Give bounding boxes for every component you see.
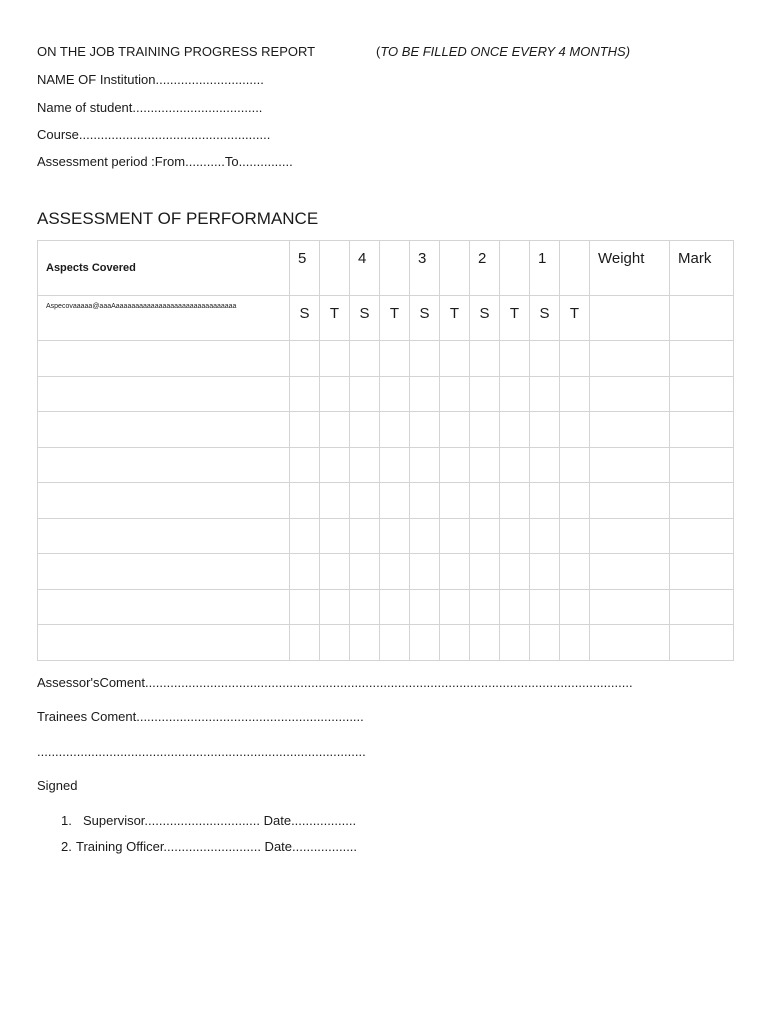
table-cell[interactable] [670,412,734,448]
st-label: S [530,296,560,341]
table-cell[interactable] [470,412,500,448]
student-name-field: Name of student.................................... [37,100,263,115]
table-cell[interactable] [410,412,440,448]
table-cell[interactable] [290,341,320,377]
table-cell[interactable] [350,447,380,483]
table-cell[interactable] [670,483,734,519]
table-cell[interactable] [530,447,560,483]
score-4-spacer [380,241,410,296]
st-label: T [560,296,590,341]
score-1-spacer [560,241,590,296]
table-cell[interactable] [350,518,380,554]
table-cell[interactable] [470,625,500,661]
table-cell[interactable] [38,483,290,519]
course-field: Course..................................................... [37,127,271,142]
table-cell[interactable] [320,341,350,377]
table-row [38,483,734,519]
table-cell[interactable] [500,483,530,519]
table-cell[interactable] [350,589,380,625]
assessment-table [37,240,734,661]
table-cell[interactable] [320,589,350,625]
table-cell[interactable] [560,518,590,554]
table-cell[interactable] [530,554,560,590]
table-cell[interactable] [590,589,670,625]
table-cell[interactable] [670,447,734,483]
table-header-row [38,241,734,296]
table-cell[interactable] [410,341,440,377]
table-cell[interactable] [320,554,350,590]
score-5-header: 5 [290,241,320,296]
table-cell[interactable] [500,589,530,625]
signature-item-training-officer [61,839,357,854]
table-cell[interactable] [530,625,560,661]
table-cell[interactable] [410,625,440,661]
table-cell[interactable] [590,554,670,590]
table-cell[interactable] [500,412,530,448]
comment-continuation-line: ........................................................................................... [37,744,366,759]
table-cell[interactable] [380,518,410,554]
table-cell[interactable] [440,376,470,412]
score-3-header: 3 [410,241,440,296]
table-row [38,447,734,483]
st-label: S [350,296,380,341]
st-label: T [500,296,530,341]
table-cell[interactable] [500,341,530,377]
trainees-comment-field: Trainees Coment............................................................... [37,709,364,724]
table-cell[interactable] [560,589,590,625]
table-cell[interactable] [560,483,590,519]
table-cell[interactable] [470,341,500,377]
table-cell[interactable] [530,518,560,554]
table-cell[interactable] [410,518,440,554]
table-row [38,554,734,590]
signed-label: Signed [37,778,78,793]
training-officer-signature-line: Training Officer........................... Date.................. [76,839,358,854]
table-cell[interactable] [38,412,290,448]
list-number: 1. [61,813,72,828]
table-cell[interactable] [290,483,320,519]
table-cell[interactable] [530,412,560,448]
table-row [38,341,734,377]
st-label: T [320,296,350,341]
note-italic: TO BE FILLED ONCE EVERY 4 MONTHS) [380,44,631,59]
table-cell[interactable] [38,625,290,661]
table-cell[interactable] [290,412,320,448]
table-cell[interactable] [320,447,350,483]
table-cell[interactable] [440,412,470,448]
table-cell[interactable] [440,625,470,661]
table-cell[interactable] [320,376,350,412]
table-cell[interactable] [530,483,560,519]
table-cell[interactable] [560,376,590,412]
table-cell[interactable] [290,447,320,483]
table-cell[interactable] [670,589,734,625]
supervisor-signature-line: Supervisor................................ Date.................. [83,813,357,828]
table-cell[interactable] [380,376,410,412]
section-title: ASSESSMENT OF PERFORMANCE [37,209,319,228]
table-row [38,589,734,625]
table-row [38,376,734,412]
table-cell[interactable] [470,589,500,625]
table-cell[interactable] [38,589,290,625]
table-cell[interactable] [470,447,500,483]
table-cell[interactable] [380,625,410,661]
table-row [38,518,734,554]
table-cell[interactable] [530,341,560,377]
table-cell[interactable] [38,554,290,590]
table-cell[interactable] [290,554,320,590]
table-cell[interactable] [38,447,290,483]
table-cell[interactable] [320,625,350,661]
score-3-spacer [440,241,470,296]
table-cell[interactable] [290,376,320,412]
table-subheader-row [38,296,734,341]
score-5-spacer [320,241,350,296]
score-4-header: 4 [350,241,380,296]
table-cell[interactable] [350,376,380,412]
table-cell[interactable] [410,447,440,483]
table-cell[interactable] [380,483,410,519]
st-label: T [440,296,470,341]
table-cell[interactable] [500,447,530,483]
table-cell[interactable] [590,447,670,483]
table-cell[interactable] [320,518,350,554]
table-cell[interactable] [530,589,560,625]
aspects-covered-header: Aspects Covered [38,241,290,296]
table-cell[interactable] [560,554,590,590]
fill-frequency-note [376,44,630,59]
table-cell[interactable] [470,376,500,412]
score-2-header: 2 [470,241,500,296]
table-cell[interactable] [290,589,320,625]
table-cell[interactable] [440,483,470,519]
assessor-comment-field: Assessor'sComent....................................................................................................................................... [37,675,633,690]
table-cell[interactable] [350,341,380,377]
table-cell[interactable] [670,554,734,590]
mark-header: Mark [670,241,734,296]
table-cell[interactable] [590,412,670,448]
assessment-period-field: Assessment period :From...........To............... [37,154,293,169]
table-cell[interactable] [470,483,500,519]
note-paren: ( [376,44,381,59]
table-cell[interactable] [670,625,734,661]
table-cell[interactable] [560,625,590,661]
table-cell[interactable] [350,554,380,590]
table-cell[interactable] [500,376,530,412]
table-cell[interactable] [500,625,530,661]
institution-field: NAME OF Institution.............................. [37,72,264,87]
table-cell[interactable] [560,447,590,483]
table-cell[interactable] [380,554,410,590]
table-cell[interactable] [440,554,470,590]
table-cell[interactable] [38,518,290,554]
table-cell[interactable] [38,341,290,377]
table-cell[interactable] [470,554,500,590]
table-cell[interactable] [670,376,734,412]
table-cell[interactable] [380,589,410,625]
table-row [38,625,734,661]
table-cell[interactable] [440,447,470,483]
table-cell[interactable] [560,341,590,377]
table-cell[interactable] [590,625,670,661]
table-cell[interactable] [290,625,320,661]
empty-rows [38,341,734,661]
table-cell[interactable] [440,518,470,554]
table-cell[interactable] [530,376,560,412]
score-1-header: 1 [530,241,560,296]
table-cell[interactable] [590,376,670,412]
st-label: S [470,296,500,341]
table-cell[interactable] [590,518,670,554]
st-label: S [290,296,320,341]
table-cell[interactable] [670,518,734,554]
table-cell[interactable] [670,341,734,377]
table-cell[interactable] [500,554,530,590]
mark-cell [670,296,734,341]
table-cell[interactable] [410,376,440,412]
table-cell[interactable] [290,518,320,554]
table-cell[interactable] [590,483,670,519]
list-number: 2. [61,839,72,854]
table-cell[interactable] [470,518,500,554]
st-label: S [410,296,440,341]
table-cell[interactable] [500,518,530,554]
table-cell[interactable] [320,412,350,448]
table-cell[interactable] [350,412,380,448]
table-cell[interactable] [320,483,350,519]
table-cell[interactable] [380,341,410,377]
aspects-subtext: Aspecovaaaaa@aaaAaaaaaaaaaaaaaaaaaaaaaaaaaaaaaaa [38,296,290,341]
table-cell[interactable] [560,412,590,448]
table-cell[interactable] [38,376,290,412]
table-cell[interactable] [350,483,380,519]
table-cell[interactable] [380,412,410,448]
table-cell[interactable] [380,447,410,483]
score-2-spacer [500,241,530,296]
report-title: ON THE JOB TRAINING PROGRESS REPORT [37,44,316,59]
table-cell[interactable] [440,341,470,377]
table-cell[interactable] [350,625,380,661]
table-cell[interactable] [410,554,440,590]
table-cell[interactable] [410,483,440,519]
signature-item-supervisor [61,813,356,828]
table-cell[interactable] [410,589,440,625]
weight-cell [590,296,670,341]
table-cell[interactable] [440,589,470,625]
table-cell[interactable] [590,341,670,377]
weight-header: Weight [590,241,670,296]
table-row [38,412,734,448]
st-label: T [380,296,410,341]
